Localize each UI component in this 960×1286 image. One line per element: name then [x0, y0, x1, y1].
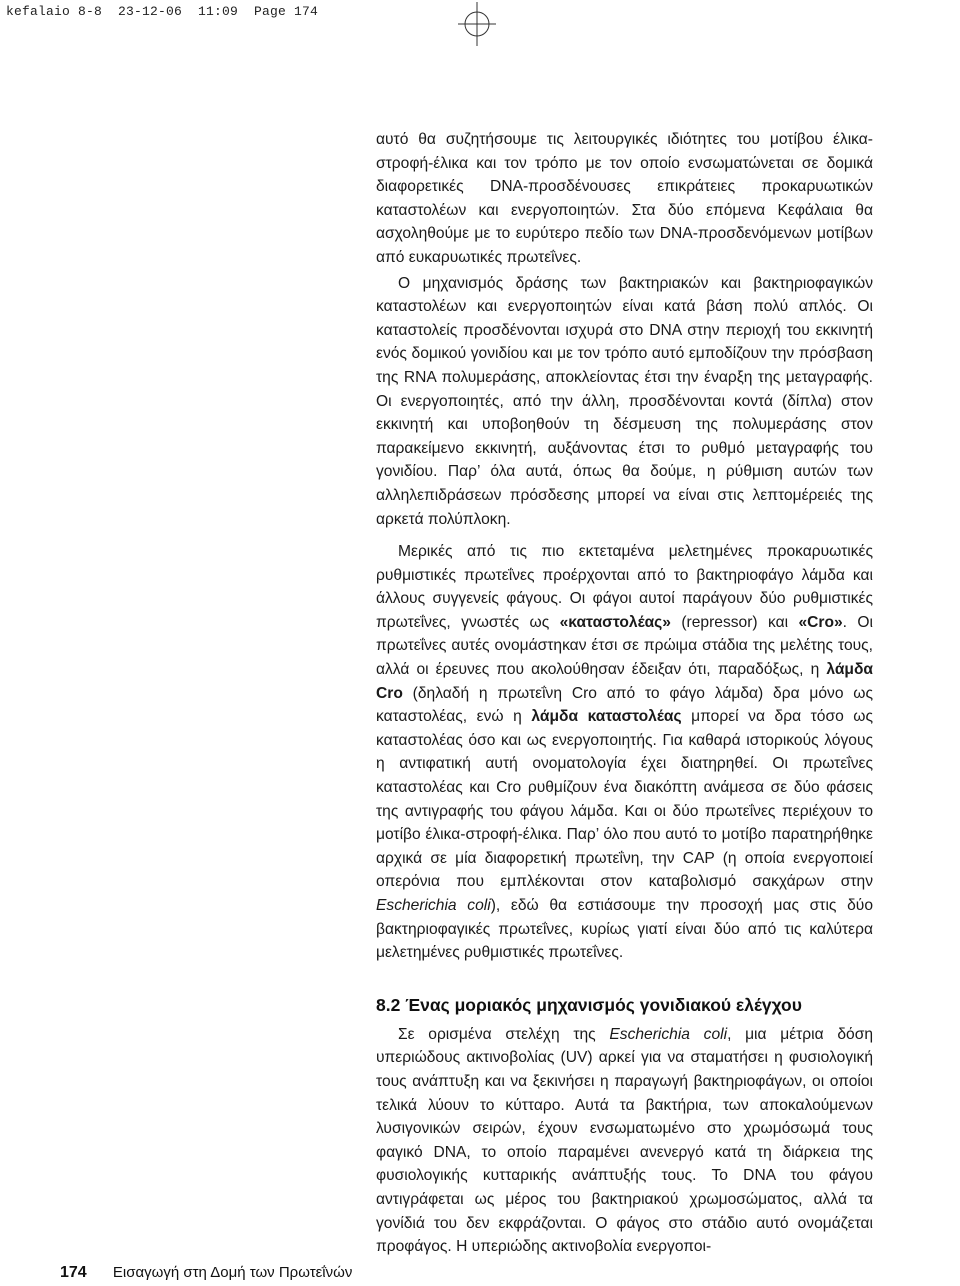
text-run: (repressor) και — [670, 613, 799, 631]
italic-term: Escherichia coli — [609, 1025, 728, 1043]
running-title: Εισαγωγή στη Δομή των Πρωτεΐνών — [112, 1264, 353, 1281]
italic-term: Escherichia coli — [376, 897, 491, 914]
section-heading: 8.2 Ένας μοριακός μηχανισμός γονιδιακού ελέγχου — [376, 994, 802, 1015]
paragraph-section — [376, 1023, 873, 1259]
text-run: Μερικές από τις πιο εκτεταμένα μελετημένες προκαρυωτικές ρυθμιστικές πρωτεΐνες προέρχονται από το βακτηριοφάγο λάμδα και άλλους συγγενείς φάγους. Οι φάγοι αυτοί παράγουν δύο ρυθμιστικές πρωτεΐνες, γνωστές ως — [376, 543, 873, 631]
paragraph-mechanism — [376, 272, 873, 532]
page-number: 174 — [60, 1264, 87, 1281]
text-run: μπορεί να δρα τόσο ως καταστολέας όσο και ως ενεργοποιητής. Για καθαρά ιστορικούς λόγους η αντιφατική αυτή ονοματολογία έχει διατηρηθεί. Οι πρωτεΐνες καταστολέας και Cro ρυθμίζουν ένα διακόπτη ανάμεσα σε δύο φάσεις της αντιγραφής του φάγου λάμδα. Και οι δύο πρωτεΐνες περιέχουν το μοτίβο έλικα-στροφή-έλικα. Παρ’ όλο που αυτό το μοτίβο παρατηρήθηκε αρχικά σε μία διαφορετική πρωτεΐνη, την CAP (η οποία ενεργοποιεί οπερόνια που εμπλέκονται στον καταβολισμό σακχάρων στην — [376, 708, 873, 891]
text-run: ), εδώ θα εστιάσουμε την προσοχή μας στις δύο βακτηριοφαγικές πρωτεΐνες, κυρίως γιατί είναι δύο από τις καλύτερα μελετημένες ρυθμιστικές πρωτεΐνες. — [376, 897, 873, 962]
bold-term: «καταστολέας» — [559, 613, 671, 631]
page-body — [376, 128, 873, 1259]
bold-term: «Cro» — [798, 613, 843, 631]
text-run: . Οι πρωτεΐνες αυτές ονομάστηκαν έτσι σε πρώιμα στάδια της μελέτης τους, αλλά οι έρευνες που ακολούθησαν έδειξαν ότι, παραδόξως, η — [376, 613, 873, 679]
page-footer — [60, 1264, 352, 1282]
paragraph-lambda — [376, 540, 873, 965]
paragraph-intro — [376, 128, 873, 270]
text-run: αυτό θα συζητήσουμε τις λειτουργικές ιδιότητες του μοτίβου έλικα-στροφή-έλικα και τον τρόπο με τον οποίο ενσωματώνεται σε δομικά διαφορετικές DNA-προσδένουσες επικράτειες προκαρυωτικών καταστολέων και ενεργοποιητών. Στα δύο επόμενα Κεφάλαια θα ασχοληθούμε με το ευρύτερο πεδίο των DNA-προσδενόμενων μοτίβων από ευκαρυωτικές πρωτεΐνες. — [376, 131, 873, 266]
text-run: Ο μηχανισμός δράσης των βακτηριακών και βακτηριοφαγικών καταστολέων και ενεργοποιητών είναι κατά βάση πολύ απλός. Οι καταστολείς προσδένονται ισχυρά στο DNA στην περιοχή του εκκινητή ενός δομικού γονιδίου και με τον τρόπο αυτό εμποδίζουν την πρόσβαση της RNA πολυμεράσης, αποκλείοντας έτσι την έναρξη της μεταγραφής. Οι ενεργοποιητές, από την άλλη, προσδένονται κοντά (δίπλα) στον εκκινητή και υποβοηθούν τη δέσμευση της πολυμεράσης στον παρακείμενο εκκινητή, αυξάνοντας έτσι το ρυθμό μεταγραφής του γονιδίου. Παρ’ όλα αυτά, όπως θα δούμε, η ρύθμιση αυτών των αλληλεπιδράσεων πρόσδεσης μπορεί να είναι στις λεπτομέρειές της αρκετά πολύπλοκη. — [376, 274, 873, 528]
bold-term: λάμδα Cro — [376, 661, 873, 702]
crop-mark-icon — [458, 2, 496, 46]
bold-term: λάμδα καταστολέας — [531, 708, 682, 726]
text-run: (δηλαδή η πρωτεΐνη Cro από το φάγο λάμδα) δρα μόνο ως καταστολέας, ενώ η — [376, 684, 873, 726]
print-slug: kefalaio 8-8 23-12-06 11:09 Page 174 — [6, 4, 319, 19]
text-run: Σε ορισμένα στελέχη της — [398, 1025, 610, 1043]
text-run: , μια μέτρια δόση υπεριώδους ακτινοβολίας (UV) αρκεί για να σταματήσει η φυσιολογική τους ανάπτυξη και να ξεκινήσει η παραγωγή βακτηριοφάγων, οι οποίοι τελικά λύουν το κύτταρο. Αυτά τα βακτήρια, των αποκαλούμενων λυσιγονικών σειρών, έχουν ενσωματωμένο στο χρωμόσωμά τους φαγικό DNA, το οποίο παραμένει ανενεργό κατά τη διάρκεια της φυσιολογικής κυτταρικής ανάπτυξής τους. Το DNA του φάγου αντιγράφεται ως μέρος του βακτηριακού χρωμοσώματος, αλλά τα γονίδιά του δεν εκφράζονται. Ο φάγος στο στάδιο αυτό ονομάζεται προφάγος. Η υπεριώδης ακτινοβολία ενεργοποι- — [376, 1025, 873, 1256]
